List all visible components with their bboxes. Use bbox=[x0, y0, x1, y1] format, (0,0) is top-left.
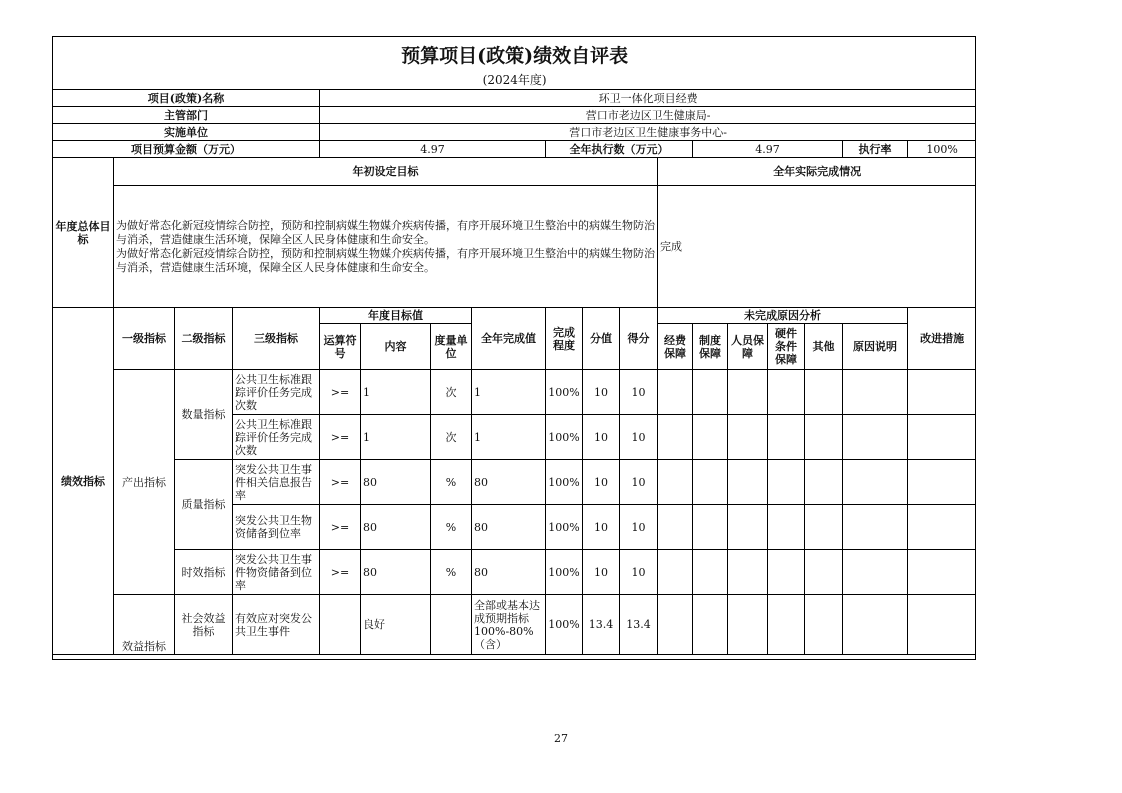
indicator-operator: >= bbox=[320, 460, 361, 505]
indicator-operator: >= bbox=[320, 505, 361, 550]
benefit-indicator-label: 效益指标 bbox=[114, 595, 175, 655]
execution-label: 全年执行数（万元） bbox=[546, 141, 693, 158]
indicator-annual: 80 bbox=[472, 460, 546, 505]
indicator-name: 突发公共卫生事件物资储备到位率 bbox=[233, 550, 320, 595]
initial-goal-header: 年初设定目标 bbox=[114, 158, 658, 186]
actual-completion-text: 完成 bbox=[658, 186, 977, 308]
indicator-score: 13.4 bbox=[583, 595, 620, 655]
indicator-obtained: 13.4 bbox=[620, 595, 658, 655]
indicator-obtained: 10 bbox=[620, 415, 658, 460]
header-completion-degree: 完成程度 bbox=[546, 308, 583, 370]
indicator-annual: 80 bbox=[472, 550, 546, 595]
indicator-unit: 次 bbox=[431, 370, 472, 415]
indicator-score: 10 bbox=[583, 370, 620, 415]
header-annual-value: 全年完成值 bbox=[472, 308, 546, 370]
indicator-score: 10 bbox=[583, 550, 620, 595]
indicator-unit: % bbox=[431, 505, 472, 550]
budget-label: 项目预算金额（万元） bbox=[53, 141, 320, 158]
indicator-degree: 100% bbox=[546, 370, 583, 415]
page-number: 27 bbox=[554, 732, 568, 745]
report-year: (2024年度) bbox=[53, 71, 977, 90]
budget-value: 4.97 bbox=[320, 141, 546, 158]
project-name-label: 项目(政策)名称 bbox=[53, 90, 320, 107]
indicator-name: 公共卫生标准跟踪评价任务完成次数 bbox=[233, 415, 320, 460]
initial-goal-text: 为做好常态化新冠疫情综合防控，预防和控制病媒生物媒介疾病传播，有序开展环境卫生整治中的病媒生物防治与消杀，营造健康生活环境，保障全区人民身体健康和生命安全。 为做好常态化新冠疫情综合防控，预防和控制病媒生物媒介疾病传播，有序开展环境卫生整治中的病媒生物防治与消杀，营造健康生活环境，保障全区人民身体健康和生命安全。 bbox=[114, 186, 658, 308]
indicator-unit: % bbox=[431, 460, 472, 505]
header-level2: 二级指标 bbox=[175, 308, 233, 370]
header-operator: 运算符号 bbox=[320, 324, 361, 370]
indicator-operator: >= bbox=[320, 550, 361, 595]
indicator-operator: >= bbox=[320, 370, 361, 415]
indicator-content: 良好 bbox=[361, 595, 431, 655]
timeliness-indicator-label: 时效指标 bbox=[175, 550, 233, 595]
indicator-name: 有效应对突发公共卫生事件 bbox=[233, 595, 320, 655]
indicator-content: 1 bbox=[361, 370, 431, 415]
indicator-operator: >= bbox=[320, 415, 361, 460]
indicator-degree: 100% bbox=[546, 460, 583, 505]
annual-goal-label: 年度总体目标 bbox=[53, 158, 114, 308]
indicator-annual: 80 bbox=[472, 505, 546, 550]
indicator-degree: 100% bbox=[546, 415, 583, 460]
header-level3: 三级指标 bbox=[233, 308, 320, 370]
social-benefit-label: 社会效益指标 bbox=[175, 595, 233, 655]
department-value: 营口市老边区卫生健康局- bbox=[320, 107, 977, 124]
project-name-value: 环卫一体化项目经费 bbox=[320, 90, 977, 107]
indicator-annual: 1 bbox=[472, 415, 546, 460]
header-target-value: 年度目标值 bbox=[320, 308, 472, 324]
indicator-degree: 100% bbox=[546, 550, 583, 595]
implementing-unit-value: 营口市老边区卫生健康事务中心- bbox=[320, 124, 977, 141]
actual-completion-header: 全年实际完成情况 bbox=[658, 158, 977, 186]
indicator-name: 公共卫生标准跟踪评价任务完成次数 bbox=[233, 370, 320, 415]
header-reason-note: 原因说明 bbox=[843, 324, 908, 370]
header-reason-analysis: 未完成原因分析 bbox=[658, 308, 908, 324]
table-row bbox=[53, 595, 977, 655]
indicator-degree: 100% bbox=[546, 505, 583, 550]
execution-value: 4.97 bbox=[693, 141, 843, 158]
output-indicator-label: 产出指标 bbox=[114, 370, 175, 595]
header-improvement: 改进措施 bbox=[908, 308, 977, 370]
indicator-annual: 全部或基本达成预期指标100%-80%（含） bbox=[472, 595, 546, 655]
quantity-indicator-label: 数量指标 bbox=[175, 370, 233, 460]
header-level1: 一级指标 bbox=[114, 308, 175, 370]
header-other: 其他 bbox=[805, 324, 843, 370]
header-system: 制度保障 bbox=[693, 324, 728, 370]
header-score: 分值 bbox=[583, 308, 620, 370]
indicator-score: 10 bbox=[583, 505, 620, 550]
indicator-unit: 次 bbox=[431, 415, 472, 460]
indicator-name: 突发公共卫生物资储备到位率 bbox=[233, 505, 320, 550]
execution-rate-value: 100% bbox=[908, 141, 977, 158]
indicator-content: 1 bbox=[361, 415, 431, 460]
header-hardware: 硬件条件保障 bbox=[768, 324, 805, 370]
indicator-score: 10 bbox=[583, 415, 620, 460]
indicator-content: 80 bbox=[361, 460, 431, 505]
indicator-obtained: 10 bbox=[620, 460, 658, 505]
indicator-content: 80 bbox=[361, 505, 431, 550]
evaluation-table bbox=[52, 36, 976, 655]
indicator-name: 突发公共卫生事件相关信息报告率 bbox=[233, 460, 320, 505]
indicator-content: 80 bbox=[361, 550, 431, 595]
execution-rate-label: 执行率 bbox=[843, 141, 908, 158]
indicator-degree: 100% bbox=[546, 595, 583, 655]
table-row bbox=[53, 460, 977, 505]
page-title: 预算项目(政策)绩效自评表 bbox=[53, 37, 977, 72]
table-row bbox=[53, 370, 977, 415]
department-label: 主管部门 bbox=[53, 107, 320, 124]
indicator-annual: 1 bbox=[472, 370, 546, 415]
implementing-unit-label: 实施单位 bbox=[53, 124, 320, 141]
performance-indicator-label: 绩效指标 bbox=[53, 308, 114, 655]
table-row bbox=[53, 550, 977, 595]
indicator-operator bbox=[320, 595, 361, 655]
quality-indicator-label: 质量指标 bbox=[175, 460, 233, 550]
header-personnel: 人员保障 bbox=[728, 324, 768, 370]
indicator-unit: % bbox=[431, 550, 472, 595]
indicator-obtained: 10 bbox=[620, 550, 658, 595]
header-obtained-score: 得分 bbox=[620, 308, 658, 370]
header-content: 内容 bbox=[361, 324, 431, 370]
header-unit: 度量单位 bbox=[431, 324, 472, 370]
indicator-unit bbox=[431, 595, 472, 655]
indicator-obtained: 10 bbox=[620, 370, 658, 415]
header-funding: 经费保障 bbox=[658, 324, 693, 370]
self-evaluation-sheet bbox=[52, 36, 976, 660]
indicator-score: 10 bbox=[583, 460, 620, 505]
indicator-obtained: 10 bbox=[620, 505, 658, 550]
